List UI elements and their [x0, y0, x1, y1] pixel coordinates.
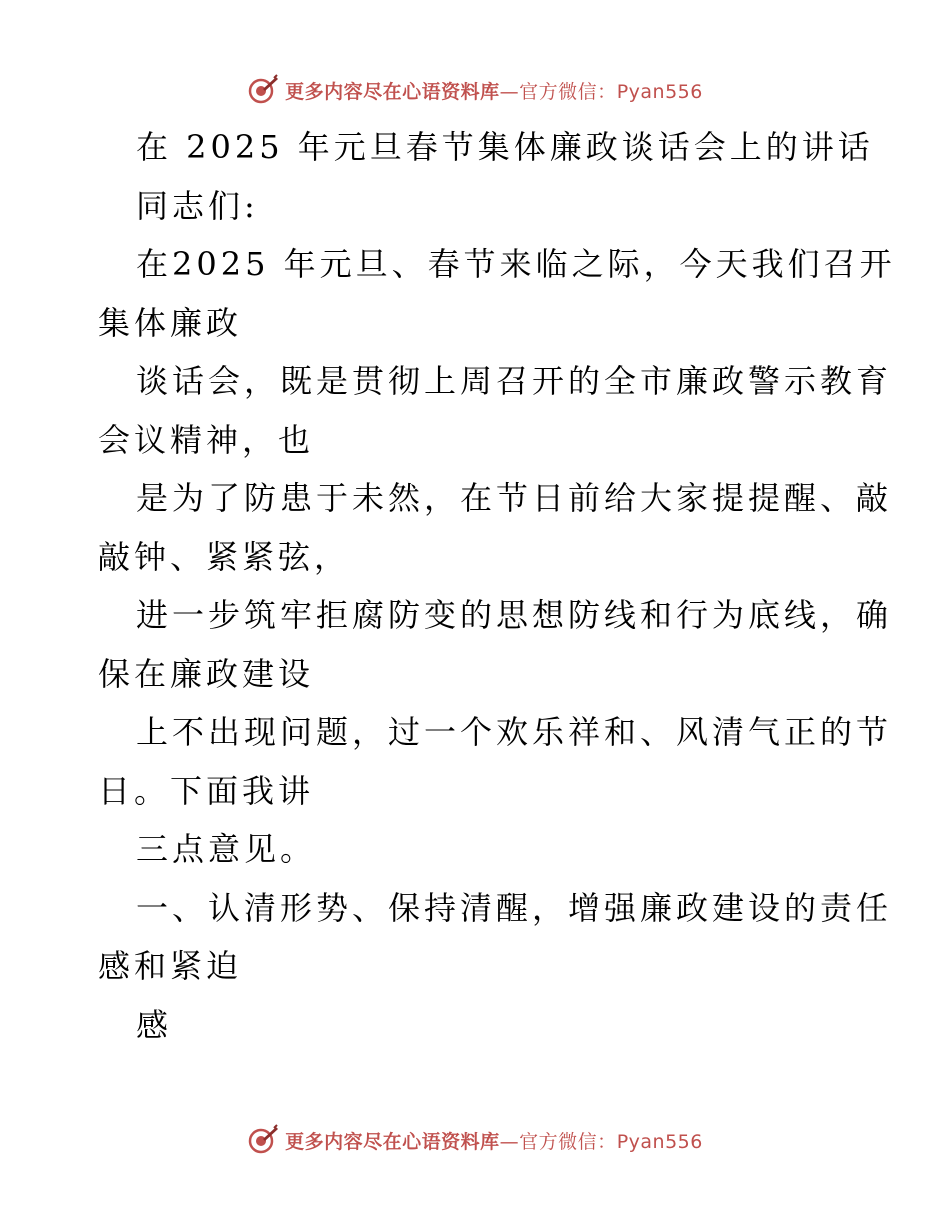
watermark-sub: 官方微信：	[519, 80, 617, 103]
text-line: 三点意见。	[136, 830, 317, 868]
document-title: 在 2025 年元旦春节集体廉政谈话会上的讲话	[136, 128, 874, 166]
text-line: 感	[136, 1005, 173, 1044]
text-line: 同志们:	[136, 186, 259, 225]
text-line: 会议精神，也	[98, 420, 315, 459]
document-body	[98, 118, 896, 1054]
pen-logo-icon	[247, 74, 279, 106]
watermark-dash: —	[499, 80, 520, 103]
pen-logo-icon	[247, 1124, 279, 1156]
header-watermark	[0, 72, 950, 108]
watermark-id: Pyan556	[616, 1130, 703, 1153]
text-line: 敲钟、紧紧弦，	[98, 537, 351, 576]
text-line: 感和紧迫	[98, 947, 243, 985]
watermark-id: Pyan556	[616, 80, 703, 103]
section-heading: 一、认清形势、保持清醒，增强廉政建设的责任	[136, 888, 893, 927]
watermark-dash: —	[499, 1130, 520, 1153]
watermark-text	[285, 77, 703, 104]
watermark-main: 更多内容尽在心语资料库	[285, 1130, 500, 1153]
text-line: 谈话会，既是贯彻上周召开的全市廉政警示教育	[136, 362, 893, 400]
text-line: 在2025 年元旦、春节来临之际，今天我们召开	[136, 245, 896, 283]
footer-watermark	[0, 1122, 950, 1158]
watermark-sub: 官方微信：	[519, 1130, 617, 1153]
watermark-main: 更多内容尽在心语资料库	[285, 80, 500, 103]
text-line: 进一步筑牢拒腐防变的思想防线和行为底线，确	[136, 596, 893, 634]
watermark-text	[285, 1127, 703, 1154]
text-line: 是为了防患于未然，在节日前给大家提提醒、敲	[136, 479, 893, 517]
text-line: 日。下面我讲	[98, 771, 315, 810]
text-line: 上不出现问题，过一个欢乐祥和、风清气正的节	[136, 713, 893, 751]
text-line: 保在廉政建设	[98, 654, 315, 693]
text-line: 集体廉政	[98, 303, 243, 342]
